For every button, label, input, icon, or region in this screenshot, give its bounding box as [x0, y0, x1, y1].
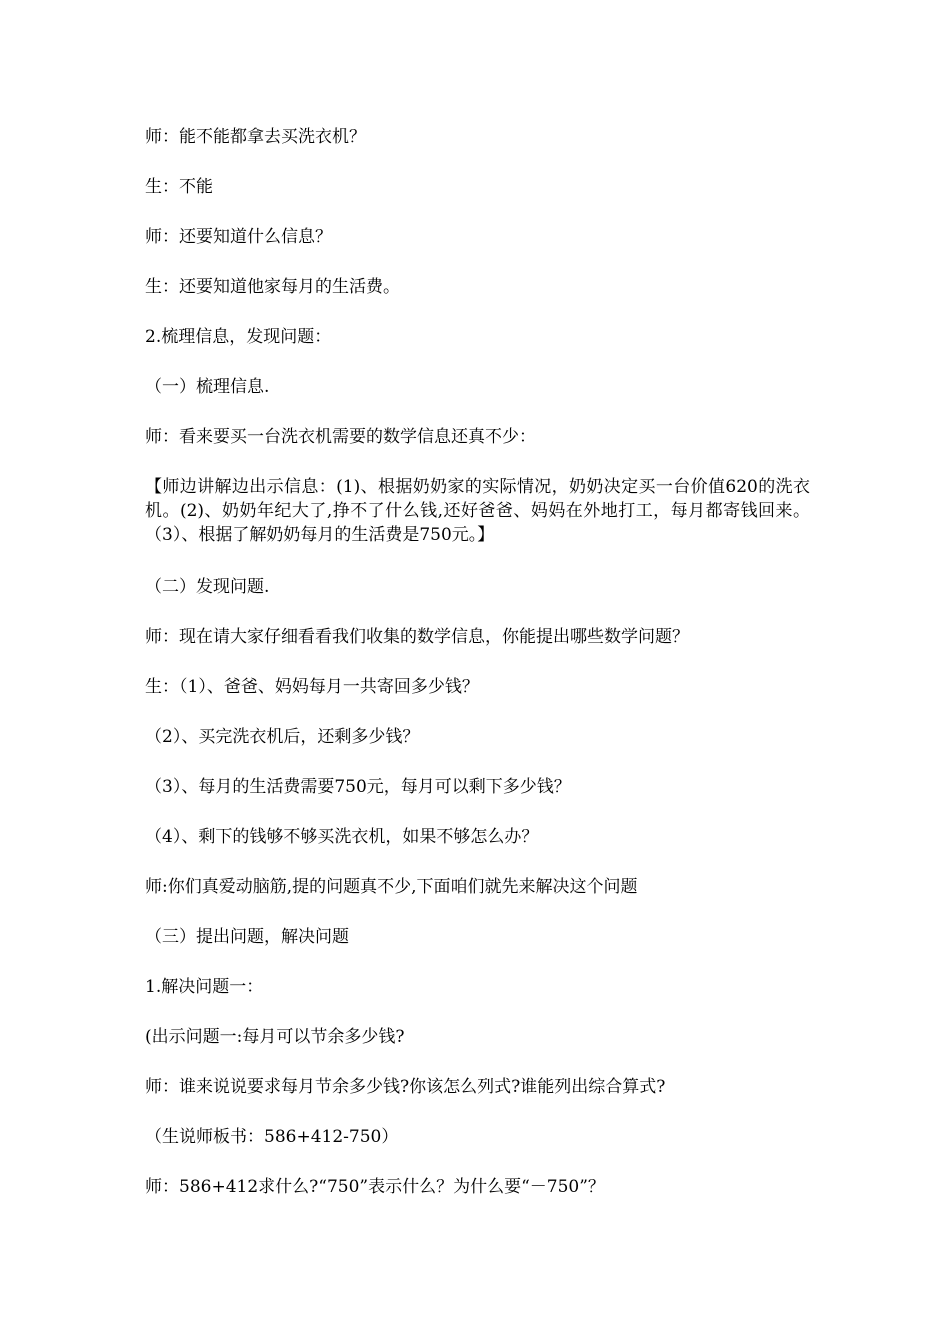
paragraph-10: 师：现在请大家仔细看看我们收集的数学信息，你能提出哪些数学问题？	[145, 627, 689, 647]
paragraph-7: 师：看来要买一台洗衣机需要的数学信息还真不少：	[145, 427, 536, 447]
board-note: （生说师板书：586+412-750）	[145, 1127, 399, 1147]
subheading-3: （三）提出问题，解决问题	[145, 927, 349, 947]
section-heading-1: 1.解决问题一：	[145, 977, 264, 997]
paragraph-2: 生：不能	[145, 177, 213, 197]
subheading-1: （一）梳理信息.	[145, 377, 270, 397]
question-1: 生：（1）、爸爸、妈妈每月一共寄回多少钱？	[145, 677, 479, 697]
paragraph-18: (出示问题一:每月可以节余多少钱?	[145, 1027, 405, 1047]
question-2: （2）、买完洗衣机后，还剩多少钱？	[145, 727, 420, 747]
question-3: （3）、每月的生活费需要750元，每月可以剩下多少钱？	[145, 777, 571, 797]
section-heading-2: 2.梳理信息，发现问题：	[145, 327, 332, 347]
paragraph-4: 生：还要知道他家每月的生活费。	[145, 277, 400, 297]
paragraph-15: 师:你们真爱动脑筋,提的问题真不少,下面咱们就先来解决这个问题	[145, 877, 638, 897]
paragraph-3: 师：还要知道什么信息？	[145, 227, 332, 247]
paragraph-19: 师：谁来说说要求每月节余多少钱?你该怎么列式?谁能列出综合算式?	[145, 1077, 666, 1097]
subheading-2: （二）发现问题.	[145, 577, 270, 597]
paragraph-1: 师：能不能都拿去买洗衣机？	[145, 127, 366, 147]
info-block: 【师边讲解边出示信息：(1)、根据奶奶家的实际情况，奶奶决定买一台价值620的洗衣机。(2)、奶奶年纪大了,挣不了什么钱,还好爸爸、妈妈在外地打工，每月都寄钱回来。（3）、根据了解奶奶每月的生活费是750元。】	[145, 477, 810, 545]
paragraph-21: 师：586+412求什么?“750”表示什么？为什么要“－750”？	[145, 1177, 605, 1197]
question-4: （4）、剩下的钱够不够买洗衣机，如果不够怎么办？	[145, 827, 539, 847]
